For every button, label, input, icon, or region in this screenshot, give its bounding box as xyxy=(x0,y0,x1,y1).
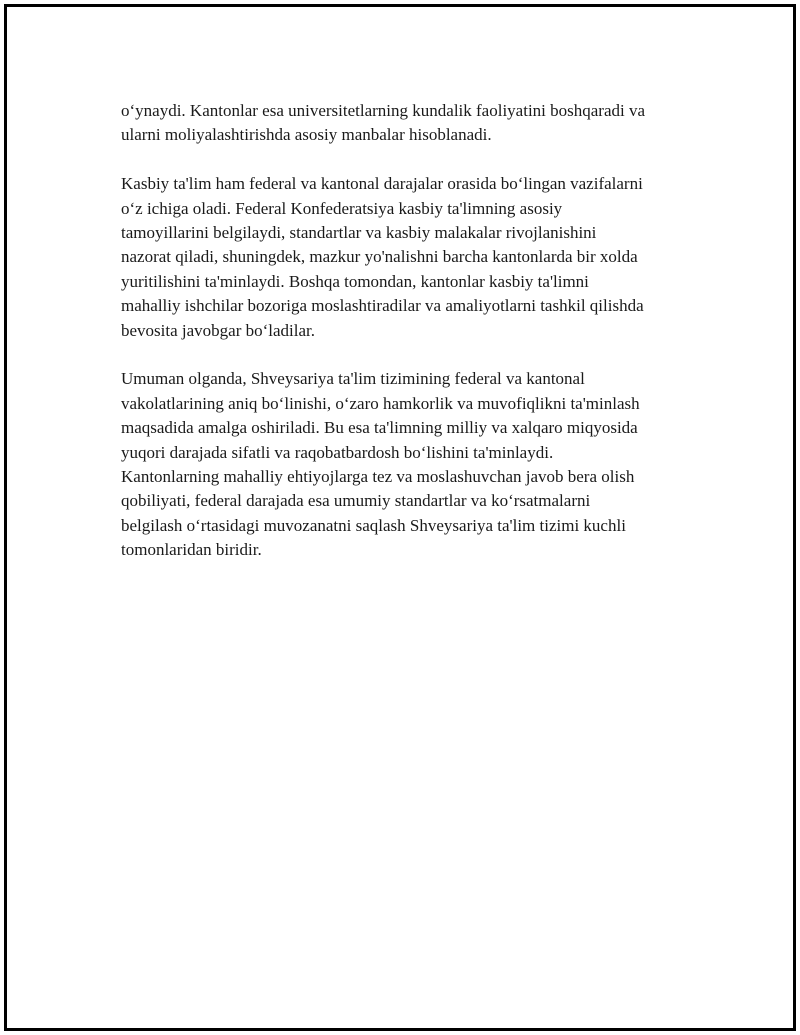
page-frame xyxy=(4,4,796,1031)
paragraph-vocational-education: Kasbiy ta'lim ham federal va kantonal darajalar orasida bo‘lingan vazifalarni o‘z ichiga oladi. Federal Konfederatsiya kasbiy ta'limning asosiy tamoyillarini belgilaydi, standartlar va kasbiy malakalar rivojlanishini nazorat qiladi, shuningdek, mazkur yo'nalishni barcha kantonlarda bir xolda yuritilishini ta'minlaydi. Boshqa tomondan, kantonlar kasbiy ta'limni mahalliy ishchilar bozoriga moslashtiradilar va amaliyotlarni tashkil qilishda bevosita javobgar bo‘ladilar. xyxy=(121,174,644,340)
paragraph-conclusion: Umuman olganda, Shveysariya ta'lim tizimining federal va kantonal vakolatlarining aniq bo‘linishi, o‘zaro hamkorlik va muvofiqlikni ta'minlash maqsadida amalga oshiriladi. Bu esa ta'limning milliy va xalqaro miqyosida yuqori darajada sifatli va raqobatbardosh bo‘lishini ta'minlaydi. Kantonlarning mahalliy ehtiyojlarga tez va moslashuvchan javob bera olish qobiliyati, federal darajada esa umumiy standartlar va ko‘rsatmalarni belgilash o‘rtasidagi muvozanatni saqlash Shveysariya ta'lim tizimi kuchli tomonlaridan biridir. xyxy=(121,369,640,560)
page-content xyxy=(121,99,701,587)
paragraph-continuation: o‘ynaydi. Kantonlar esa universitetlarning kundalik faoliyatini boshqaradi va ularni moliyalashtirishda asosiy manbalar hisoblanadi. xyxy=(121,101,646,145)
